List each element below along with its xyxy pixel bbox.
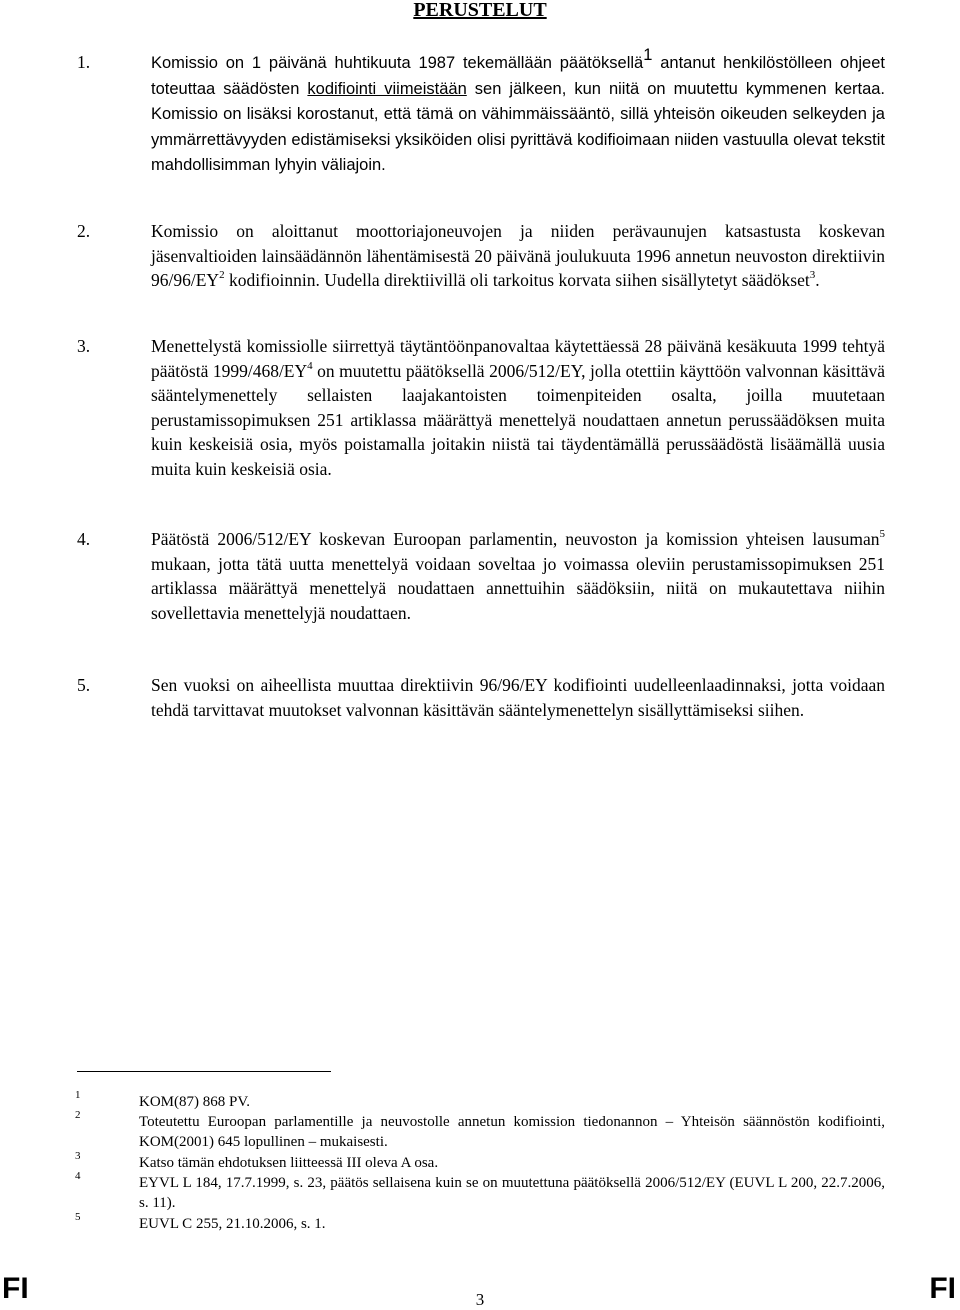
footnote-number: 2 [75, 1109, 81, 1121]
footnote-ref[interactable]: 2 [219, 269, 225, 281]
paragraph-body [151, 219, 885, 293]
paragraph-text: Komissio on lisäksi korostanut, että tämä on vähimmäissääntö, sillä yhteisön oikeuden selkeyden ja ymmärrettävyyden edistämiseksi yksiköiden olisi pyrittävä kodifioimaan niiden vastuulla olevat tekstit mahdollisimman lyhyin väliajoin. [151, 105, 885, 174]
paragraph-3 [0, 334, 960, 481]
language-code-left: FI [2, 1272, 29, 1305]
footnote-text: EUVL C 255, 21.10.2006, s. 1. [139, 1216, 326, 1232]
language-code-right: FI [929, 1272, 956, 1305]
paragraph-body [151, 46, 886, 178]
paragraph-text: kodifioinnin. [224, 270, 320, 290]
footnote-text: Katso tämän ehdotuksen liitteessä III oleva A osa. [139, 1155, 439, 1171]
footnote-3 [0, 1150, 960, 1174]
paragraph-text: Uudella direktiivillä oli tarkoitus korvata siihen sisällytetyt säädökset [319, 270, 810, 290]
footnote-number: 1 [75, 1089, 81, 1101]
paragraph-text: . [815, 270, 820, 290]
footnote-ref[interactable]: 5 [879, 528, 885, 540]
footnote-4 [0, 1170, 960, 1213]
footnote-number: 5 [75, 1211, 81, 1223]
paragraph-number: 5. [77, 675, 91, 695]
footnote-ref[interactable]: 1 [643, 46, 653, 64]
paragraph-text: Komissio on 1 päivänä huhtikuuta 1987 tekemällään päätöksellä [151, 54, 644, 72]
page-number: 3 [475, 1290, 485, 1309]
footnote-ref[interactable]: 3 [809, 269, 816, 281]
paragraph-text: Menettelystä komissiolle siirrettyä täytäntöönpanovaltaa käytettäessä 28 päivänä kesäkuuta 1999 tehtyä päätöstä 1999/468/EY [151, 336, 885, 381]
paragraph-body [151, 527, 885, 625]
paragraph-text: Komissio on aloittanut moottoriajoneuvojen ja niiden perävaunujen katsastusta koskevan jäsenvaltioiden lainsäädännön lähentämisestä 20 päivänä joulukuuta 1996 annetun neuvoston direktiivin 96/96/EY [151, 221, 885, 290]
footnote-ref[interactable]: 4 [307, 359, 313, 372]
paragraph-body [151, 334, 885, 481]
paragraph-text: on muutettu päätöksellä 2006/512/EY, jolla otettiin käyttöön valvonnan käsittävä sääntelymenettely sellaisten laajakantoisten toimenpiteiden osalta, joilla muutetaan perustamissopimuksen 251 artiklassa määrättyä menettelyä noudattaen annetun perussäädöksen muita kuin keskeisiä osia, myös poistamalla joitakin niistä tai täydentämällä perussäädöstä lisäämällä uusia muita kuin keskeisiä osia. [151, 360, 885, 479]
footnote-separator [77, 1071, 331, 1072]
underlined-text: kodifiointi viimeistään [307, 79, 467, 98]
paragraph-number: 2. [77, 221, 91, 241]
paragraph-5 [0, 673, 960, 722]
paragraph-text: mukaan, jotta tätä uutta menettelyä voidaan soveltaa jo voimassa oleviin perustamissopimuksen 251 artiklassa määrättyä menettelyä noudattaen annettuihin säädöksiin, niitä on mukautettava niihin sovellettavia menettelyjä noudattaen. [151, 553, 885, 623]
footnote-1 [0, 1089, 960, 1113]
page-title: PERUSTELUT [413, 0, 547, 21]
paragraph-4 [0, 527, 960, 625]
paragraph-number: 3. [77, 336, 91, 356]
paragraph-body: Sen vuoksi on aiheellista muuttaa direktiivin 96/96/EY kodifiointi uudelleenlaadinnaksi, jotta voidaan tehdä tarvittavat muutokset valvonnan käsittävän sääntelymenettelyn sisällyttämiseksi siihen. [151, 675, 885, 720]
paragraph-2 [0, 219, 960, 293]
footnote-text: Toteutettu Euroopan parlamentille ja neuvostolle annetun komission tiedonannon – Yhteisön säännöstön kodifiointi, KOM(2001) 645 lopullinen – mukaisesti. [139, 1114, 885, 1150]
footnote-number: 4 [75, 1170, 81, 1182]
paragraph-text: sen jälkeen, kun niitä on muutettu kymmenen kertaa. [466, 79, 886, 98]
paragraph-1 [0, 46, 960, 178]
paragraph-text: Päätöstä 2006/512/EY koskevan Euroopan parlamentin, neuvoston ja komission yhteisen lausuman [151, 529, 880, 549]
paragraph-number: 1. [77, 52, 91, 72]
footnote-number: 3 [75, 1150, 81, 1162]
paragraph-text: antanut henkilöstölleen ohjeet toteuttaa säädösten [151, 54, 885, 98]
footnote-text: EYVL L 184, 17.7.1999, s. 23, päätös sellaisena kuin se on muutettuna päätöksellä 2006/512/EY (EUVL L 200, 22.7.2006, s. 11). [139, 1175, 885, 1211]
paragraph-number: 4. [77, 529, 91, 549]
footnote-5 [0, 1211, 960, 1235]
footnote-2 [0, 1109, 960, 1152]
footnote-text: KOM(87) 868 PV. [139, 1094, 250, 1110]
